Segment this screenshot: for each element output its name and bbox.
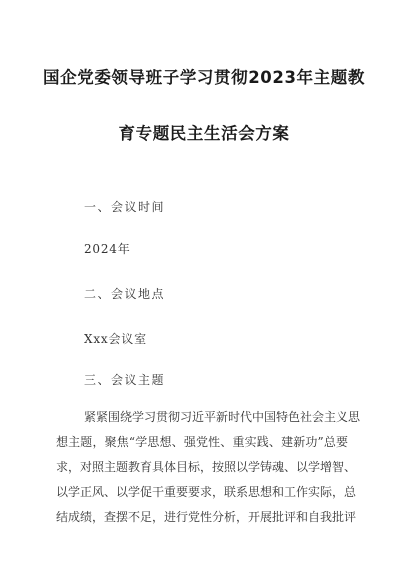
document-title-line-2: 育专题民主生活会方案 xyxy=(118,124,290,143)
section-value-time: 2024年 xyxy=(84,242,131,256)
section-heading-location: 二、会议地点 xyxy=(84,287,166,301)
section-value-location: Xxx会议室 xyxy=(84,332,147,346)
paragraph-line: 紧紧围绕学习贯彻习近平新时代中国特色社会主义思 xyxy=(84,410,361,424)
document-title-line-1: 国企党委领导班子学习贯彻2023年主题教 xyxy=(43,68,365,87)
paragraph-line: 结成绩，查摆不足，进行党性分析，开展批评和自我批评 xyxy=(56,510,357,524)
paragraph-line: 想主题，聚焦“学思想、强党性、重实践、建新功”总要 xyxy=(56,435,348,449)
paragraph-line: 求，对照主题教育具体目标，按照以学铸魂、以学增智、 xyxy=(56,460,357,474)
section-heading-time: 一、会议时间 xyxy=(84,200,166,214)
section-heading-theme: 三、会议主题 xyxy=(84,373,166,387)
paragraph-line: 以学正风、以学促干重要要求，联系思想和工作实际，总 xyxy=(56,485,357,499)
